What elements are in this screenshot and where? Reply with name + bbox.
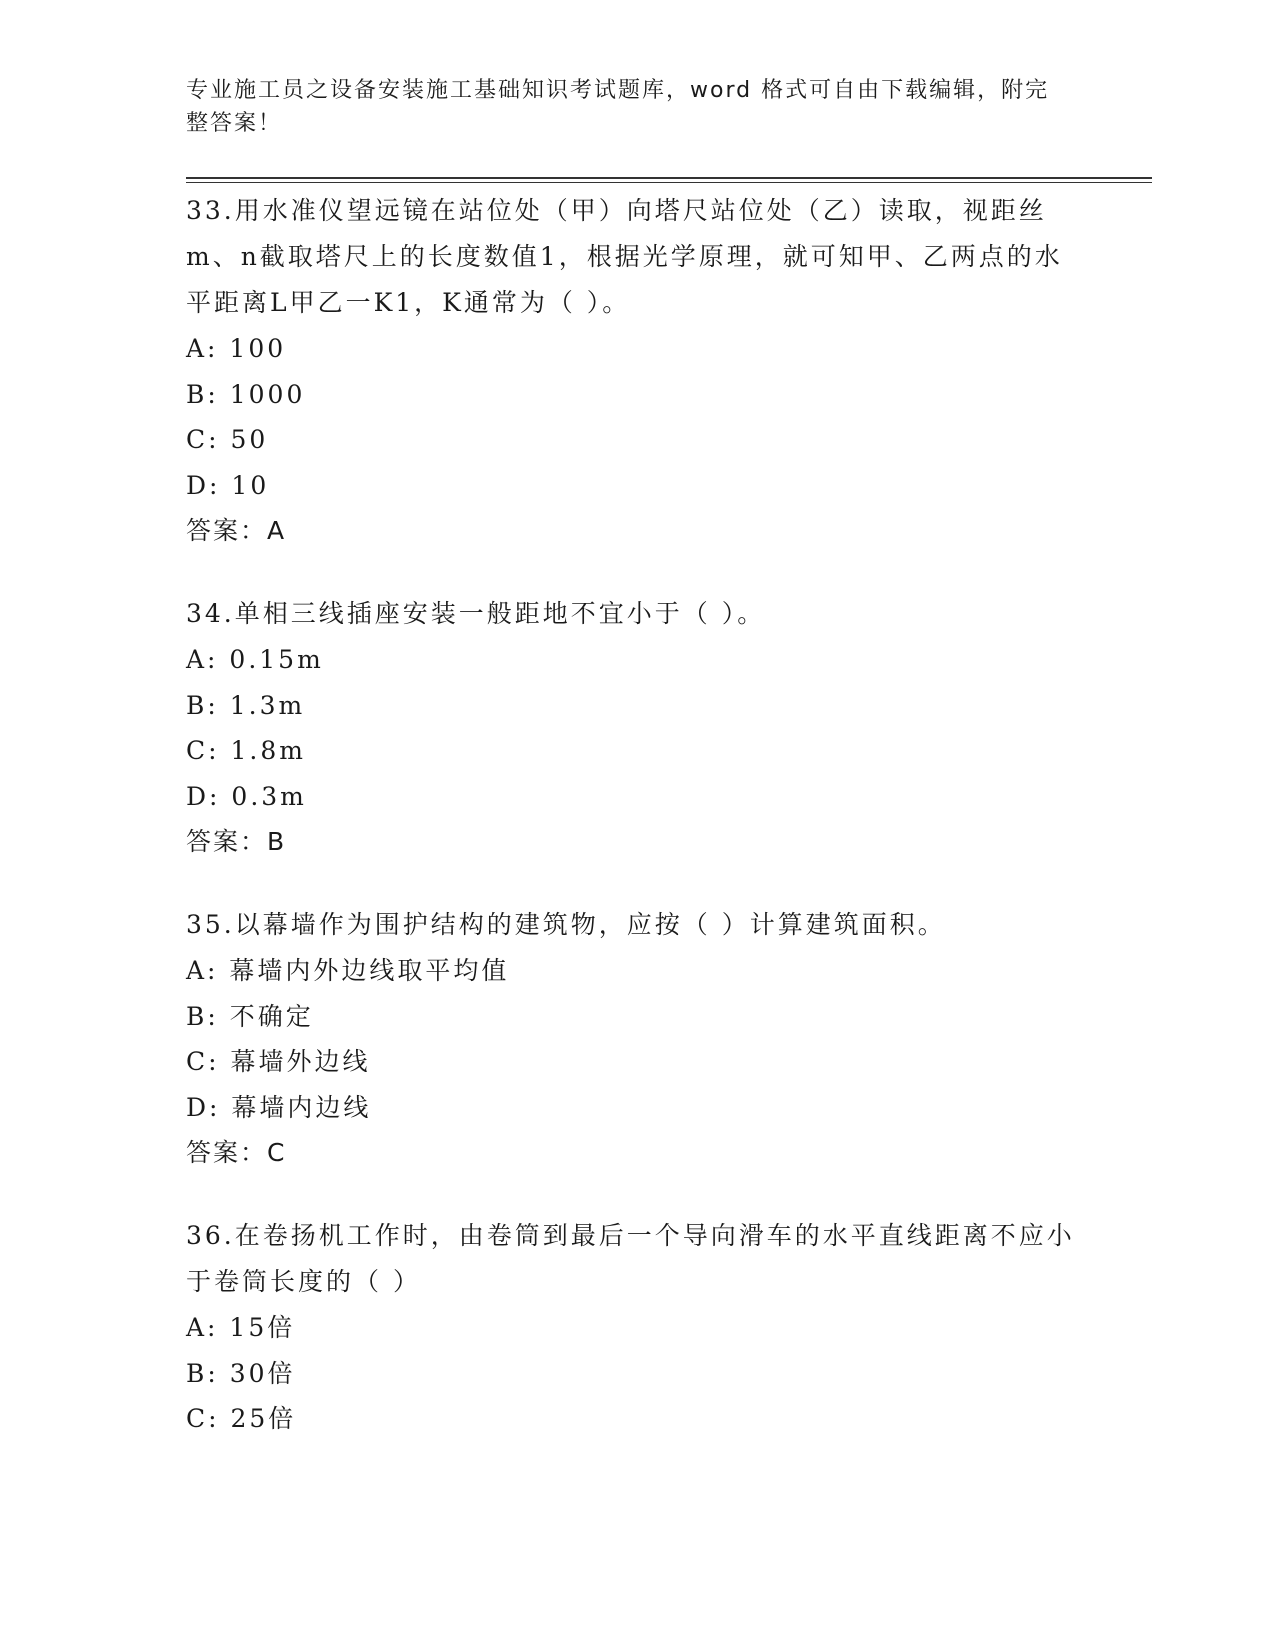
option-a: A: 100 <box>186 334 287 363</box>
question-34 <box>186 591 1086 865</box>
document-header: 专业施工员之设备安装施工基础知识考试题库，word 格式可自由下载编辑，附完整答案！ <box>186 78 1050 136</box>
question-35 <box>186 902 1086 1176</box>
question-stem: 34.单相三线插座安装一般距地不宜小于（ ）。 <box>186 599 766 628</box>
option-b: B: 30倍 <box>186 1358 296 1388</box>
option-c: C: 25倍 <box>186 1404 297 1433</box>
question-33 <box>186 188 1086 554</box>
option-a: A: 幕墙内外边线取平均值 <box>186 956 510 985</box>
option-c: C: 幕墙外边线 <box>186 1047 371 1076</box>
question-stem: 36.在卷扬机工作时，由卷筒到最后一个导向滑车的水平直线距离不应小于卷筒长度的（ ） <box>186 1221 1075 1296</box>
option-a: A: 0.15m <box>186 645 324 674</box>
answer-line: 答案：A <box>186 516 287 545</box>
option-c: C: 1.8m <box>186 736 306 765</box>
question-stem: 33.用水准仪望远镜在站位处（甲）向塔尺站位处（乙）读取，视距丝m、n截取塔尺上的长度数值1，根据光学原理，就可知甲、乙两点的水平距离L甲乙一K1，K通常为（ ）。 <box>186 196 1063 317</box>
option-b: B: 1.3m <box>186 690 306 720</box>
option-d: D: 10 <box>186 470 270 500</box>
option-d: D: 0.3m <box>186 781 307 811</box>
question-36 <box>186 1213 1086 1442</box>
option-d: D: 幕墙内边线 <box>186 1092 372 1122</box>
header-divider-thick <box>186 177 1152 179</box>
question-list <box>186 188 1086 1479</box>
answer-line: 答案：B <box>186 827 287 856</box>
question-stem: 35.以幕墙作为围护结构的建筑物，应按（ ）计算建筑面积。 <box>186 910 946 939</box>
header-divider-thin <box>186 182 1152 183</box>
option-b: B: 不确定 <box>186 1001 314 1031</box>
option-a: A: 15倍 <box>186 1313 296 1342</box>
answer-line: 答案：C <box>186 1138 287 1167</box>
option-c: C: 50 <box>186 425 269 454</box>
option-b: B: 1000 <box>186 379 306 409</box>
